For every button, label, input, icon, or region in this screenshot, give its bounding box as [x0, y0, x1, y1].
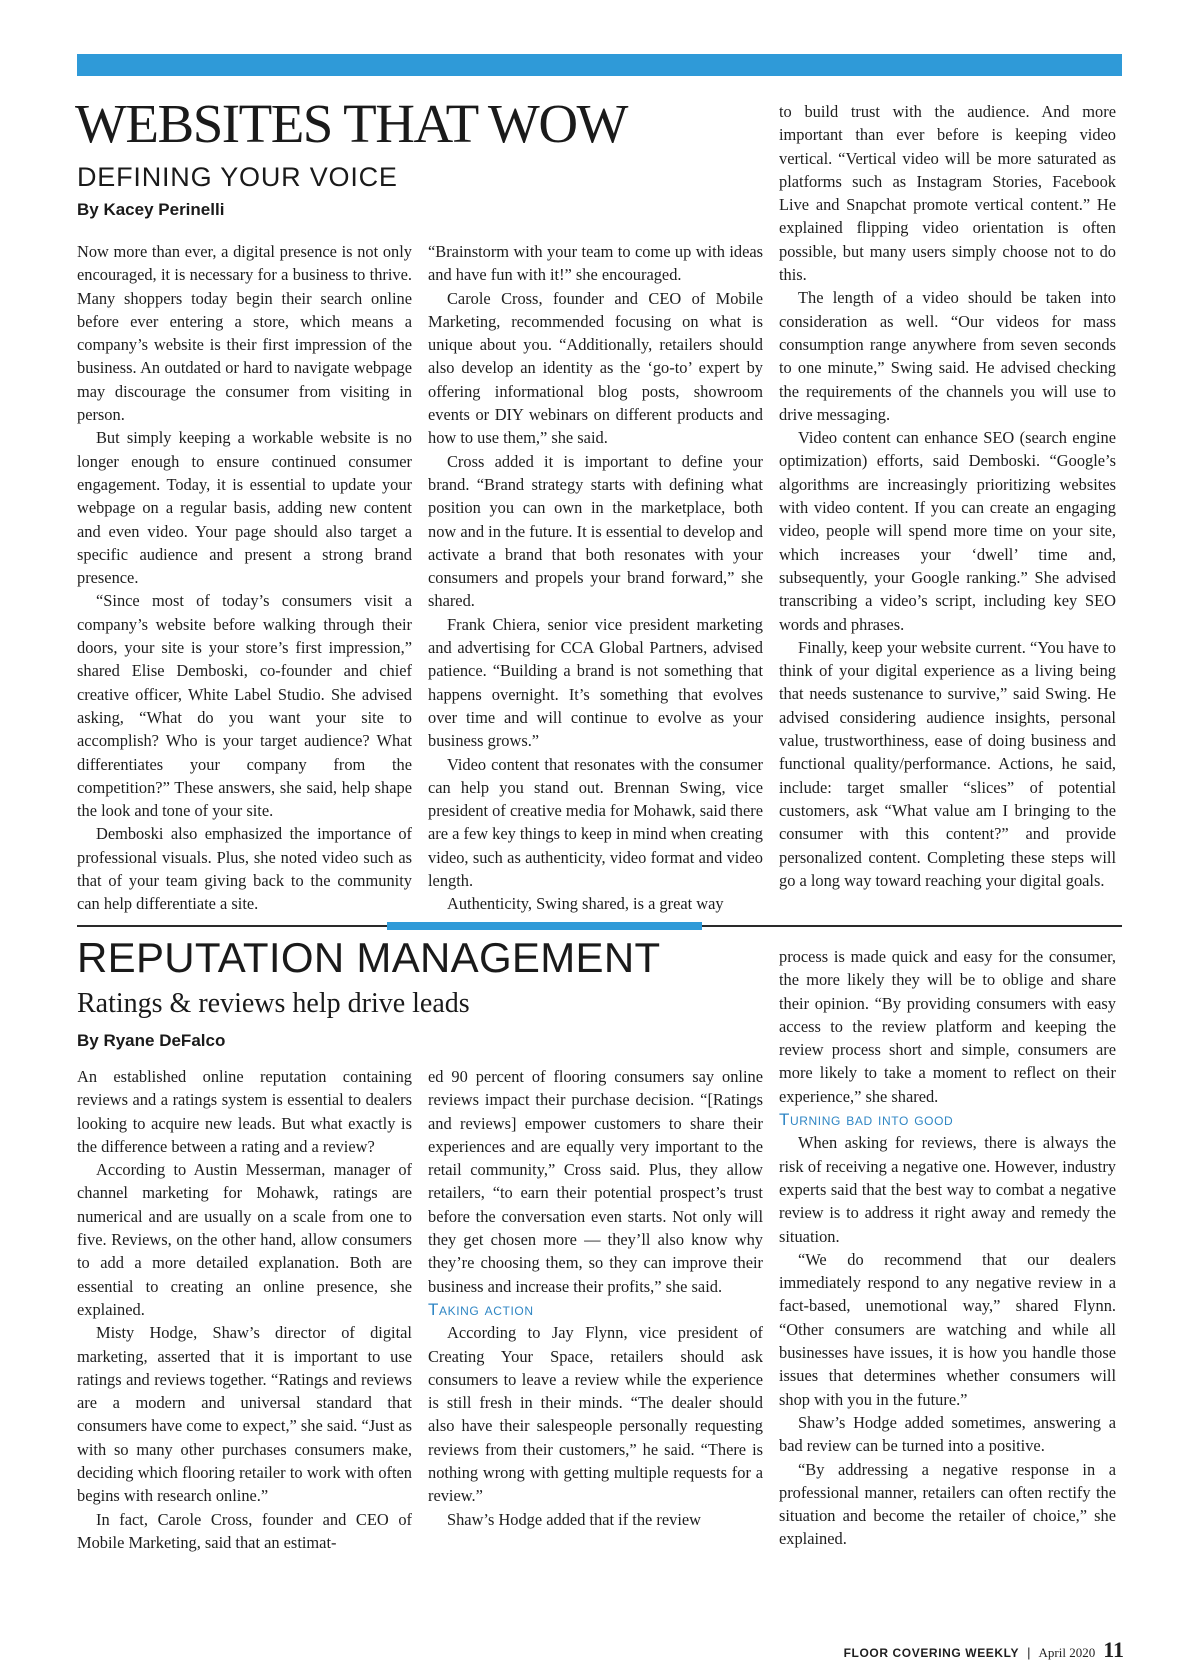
paragraph: Shaw’s Hodge added sometimes, answering a bad review can be turned into a positive. — [779, 1412, 1116, 1456]
page-number: 11 — [1103, 1637, 1124, 1662]
paragraph: According to Austin Messerman, manager of channel marketing for Mohawk, ratings are numerical and are usually on a scale from one to five. Reviews, on the other hand, allow consumers to add a more detailed explanation. Both are essential to creating an online presence, she explained. — [77, 1160, 412, 1319]
subhead-taking-action: Taking action — [428, 1299, 534, 1319]
article1-column-1 — [77, 240, 412, 916]
article2-column-2 — [428, 1065, 763, 1531]
paragraph: Now more than ever, a digital presence is not only encouraged, it is necessary for a business to thrive. Many shoppers today begin their search online before ever entering a store, which means a company’s website is their first impression of the business. An outdated or hard to navigate webpage may discourage the consumer from visiting in person. — [77, 242, 412, 425]
paragraph: Video content can enhance SEO (search engine optimization) efforts, said Demboski. “Google’s algorithms are increasingly prioritizing websites with video content. If you can create an engaging video, people will spend more time on your site, which increases your ‘dwell’ time and, subsequently, your Google ranking.” She advised transcribing a video’s script, including key SEO words and phrases. — [779, 428, 1116, 634]
page-footer — [844, 1637, 1124, 1663]
paragraph: “Since most of today’s consumers visit a company’s website before walking through their doors, your site is your store’s first impression,” shared Elise Demboski, co-founder and chief creative officer, White Label Studio. She advised asking, “What do you want your site to accomplish? Who is your target audience? What differentiates your company from the competition?” These answers, she said, help shape the look and tone of your site. — [77, 591, 412, 821]
article2-subtitle: Ratings & reviews help drive leads — [77, 988, 470, 1019]
paragraph: ed 90 percent of flooring consumers say online reviews impact their purchase decision. “[Ratings and reviews] empower customers to share their experiences and are equally very important to the retail community,” Cross said. Plus, they allow retailers, “to earn their potential prospect’s trust before the conversation even starts. Not only will they get chosen more — they’ll also know why they’re choosing them, so they can improve their business and increase their profits,” she said. — [428, 1067, 763, 1296]
paragraph: process is made quick and easy for the consumer, the more likely they will be to oblige and share their opinion. “By providing consumers with easy access to the review platform and keeping the review process short and simple, consumers are more likely to take a moment to reflect on their experience,” she shared. — [779, 947, 1116, 1106]
article1-column-2 — [428, 240, 763, 916]
article1-subtitle: DEFINING YOUR VOICE — [77, 162, 398, 192]
paragraph: According to Jay Flynn, vice president of Creating Your Space, retailers should ask consumers to leave a review while the experience is still fresh in their minds. “The dealer should also have their salespeople personally requesting reviews from their customers,” he said. “There is nothing wrong with getting multiple requests for a review.” — [428, 1323, 763, 1506]
paragraph: Shaw’s Hodge added that if the review — [447, 1509, 701, 1529]
subhead-turning-bad-into-good: Turning bad into good — [779, 1110, 954, 1130]
article2-column-3 — [779, 945, 1116, 1551]
article2-column-1 — [77, 1065, 412, 1554]
paragraph: “Brainstorm with your team to come up with ideas and have fun with it!” she encouraged. — [428, 242, 763, 285]
paragraph: Video content that resonates with the consumer can help you stand out. Brennan Swing, vice president of creative media for Mohawk, said there are a few key things to keep in mind when creating video, such as authenticity, video format and video length. — [428, 754, 763, 891]
paragraph: to build trust with the audience. And more important than ever before is keeping video vertical. “Vertical video will be more saturated as platforms such as Instagram Stories, Facebook Live and Snapchat promote vertical content.” He explained flipping video orientation is often possible, but many users simply choose not to do this. — [779, 102, 1116, 285]
article1-column-3 — [779, 100, 1116, 892]
publication-name: FLOOR COVERING WEEKLY — [843, 1646, 1020, 1660]
paragraph: In fact, Carole Cross, founder and CEO of Mobile Marketing, said that an estimat- — [77, 1509, 412, 1552]
article1-byline: By Kacey Perinelli — [77, 200, 225, 219]
paragraph: Finally, keep your website current. “You have to think of your digital experience as a living being that needs sustenance to survive,” said Swing. He advised considering audience insights, personal value, trustworthiness, ease of doing business and functional quality/performance. Actions, he said, include: target smaller “slices” of potential customers, ask “What value am I bringing to the consumer with this content?” and provide personalized content. Completing these steps will go a long way toward reaching your digital goals. — [779, 637, 1116, 890]
issue-date: April 2020 — [1038, 1645, 1096, 1660]
paragraph: “We do recommend that our dealers immediately respond to any negative review in a fact-based, unemotional way,” shared Flynn. “Other consumers are watching and while all businesses have issues, it is how you handle those issues that determines whether consumers will shop with you in the future.” — [779, 1249, 1116, 1409]
article2-byline: By Ryane DeFalco — [77, 1031, 226, 1050]
article2-title: REPUTATION MANAGEMENT — [77, 934, 661, 981]
paragraph: Authenticity, Swing shared, is a great way — [447, 894, 724, 914]
paragraph: But simply keeping a workable website is no longer enough to ensure continued consumer engagement. Today, it is essential to update your webpage on a regular basis, adding new content and even video. Your page should also target a specific audience and present a strong brand presence. — [77, 428, 412, 588]
top-accent-bar — [77, 54, 1122, 76]
footer-separator: | — [1027, 1645, 1031, 1660]
paragraph: Cross added it is important to define your brand. “Brand strategy starts with defining what position you can own in the marketplace, both now and in the future. It is essential to develop and activate a brand that both resonates with your consumers and propels your brand forward,” she shared. — [428, 451, 763, 611]
paragraph: “By addressing a negative response in a professional manner, retailers can often rectify the situation and become the retailer of choice,” she explained. — [779, 1459, 1116, 1549]
article1-title: WEBSITES THAT WOW — [75, 93, 627, 154]
section-divider-accent — [387, 922, 702, 930]
paragraph: Demboski also emphasized the importance of professional visuals. Plus, she noted video such as that of your team giving back to the community can help differentiate a site. — [77, 824, 412, 914]
paragraph: Carole Cross, founder and CEO of Mobile Marketing, recommended focusing on what is unique about you. “Additionally, retailers should also develop an identity as the ‘go-to’ expert by offering informational blog posts, showroom events or DIY webinars on different products and how to use them,” she said. — [428, 288, 763, 448]
paragraph: Misty Hodge, Shaw’s director of digital marketing, asserted that it is important to use ratings and reviews together. “Ratings and reviews are a modern and universal standard that consumers have come to expect,” she said. “Just as with so many other purchases consumers make, deciding which flooring retailer to work with often begins with research online.” — [77, 1323, 412, 1506]
paragraph: The length of a video should be taken into consideration as well. “Our videos for mass consumption range anywhere from seven seconds to one minute,” Swing said. He advised checking the requirements of the channels you will use to drive messaging. — [779, 288, 1116, 424]
paragraph: An established online reputation containing reviews and a ratings system is essential to dealers looking to acquire new leads. But what exactly is the difference between a rating and a review? — [77, 1067, 412, 1156]
paragraph: Frank Chiera, senior vice president marketing and advertising for CCA Global Partners, advised patience. “Building a brand is not something that happens overnight. It’s something that evolves over time and will continue to evolve as your business grows.” — [428, 614, 763, 751]
paragraph: When asking for reviews, there is always the risk of receiving a negative one. However, industry experts said that the best way to combat a negative review is to address it right away and remedy the situation. — [779, 1133, 1116, 1246]
